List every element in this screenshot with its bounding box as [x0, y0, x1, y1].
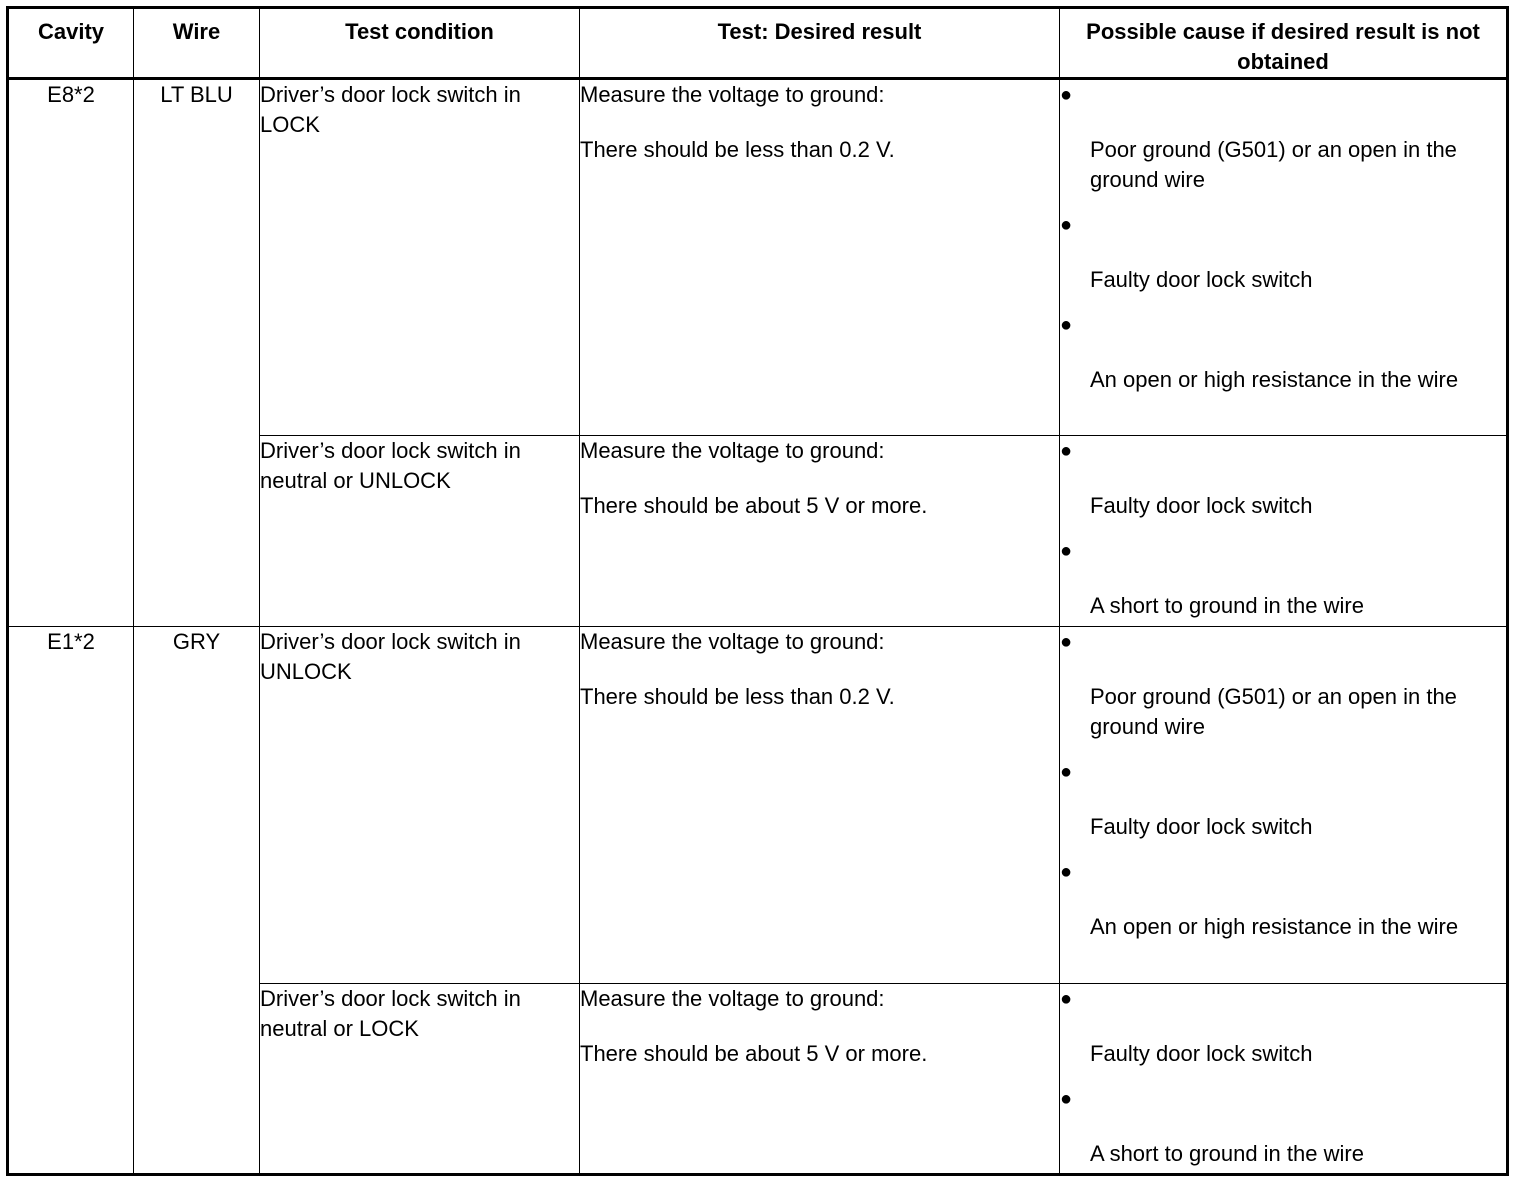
test-condition-cell: Driver’s door lock switch in UNLOCK — [260, 627, 580, 984]
cause-text: Poor ground (G501) or an open in the ground wire — [1090, 684, 1457, 739]
result-instruction: Measure the voltage to ground: — [580, 629, 885, 654]
bullet-icon: ● — [1060, 631, 1073, 653]
cause-item — [1060, 757, 1506, 842]
desired-result-cell — [580, 436, 1060, 627]
cause-item — [1060, 1084, 1506, 1169]
test-condition-cell: Driver’s door lock switch in LOCK — [260, 79, 580, 436]
bullet-icon: ● — [1060, 84, 1073, 106]
possible-cause-cell — [1060, 984, 1508, 1175]
possible-cause-cell — [1060, 627, 1508, 984]
cause-text: A short to ground in the wire — [1090, 593, 1364, 618]
cause-item — [1060, 536, 1506, 621]
header-cavity: Cavity — [8, 8, 134, 79]
desired-result-cell — [580, 627, 1060, 984]
result-expectation: There should be less than 0.2 V. — [580, 137, 895, 162]
result-instruction: Measure the voltage to ground: — [580, 986, 885, 1011]
cause-item — [1060, 80, 1506, 195]
possible-cause-cell — [1060, 79, 1508, 436]
test-condition-cell: Driver’s door lock switch in neutral or LOCK — [260, 984, 580, 1175]
table-row — [8, 627, 1508, 984]
wire-cell: LT BLU — [134, 79, 260, 627]
cause-text: Faulty door lock switch — [1090, 1041, 1313, 1066]
table-header-row — [8, 8, 1508, 79]
bullet-icon: ● — [1060, 214, 1073, 236]
bullet-icon: ● — [1060, 861, 1073, 883]
result-expectation: There should be less than 0.2 V. — [580, 684, 895, 709]
cavity-cell: E8*2 — [8, 79, 134, 627]
result-instruction: Measure the voltage to ground: — [580, 82, 885, 107]
cause-item — [1060, 984, 1506, 1069]
cause-text: Faulty door lock switch — [1090, 267, 1313, 292]
diagnostic-table — [6, 6, 1509, 1176]
cause-item — [1060, 627, 1506, 742]
cause-text: Poor ground (G501) or an open in the ground wire — [1090, 137, 1457, 192]
cause-item — [1060, 857, 1506, 942]
cause-item — [1060, 436, 1506, 521]
table-row — [8, 79, 1508, 436]
cause-item — [1060, 210, 1506, 295]
possible-cause-cell — [1060, 436, 1508, 627]
wire-cell: GRY — [134, 627, 260, 1175]
desired-result-cell — [580, 984, 1060, 1175]
result-instruction: Measure the voltage to ground: — [580, 438, 885, 463]
bullet-icon: ● — [1060, 988, 1073, 1010]
cause-text: An open or high resistance in the wire — [1090, 367, 1459, 392]
bullet-icon: ● — [1060, 314, 1073, 336]
cause-text: Faulty door lock switch — [1090, 814, 1313, 839]
result-expectation: There should be about 5 V or more. — [580, 493, 928, 518]
bullet-icon: ● — [1060, 440, 1073, 462]
cause-text: Faulty door lock switch — [1090, 493, 1313, 518]
cause-text: An open or high resistance in the wire — [1090, 914, 1459, 939]
cause-text: A short to ground in the wire — [1090, 1141, 1364, 1166]
test-condition-cell: Driver’s door lock switch in neutral or UNLOCK — [260, 436, 580, 627]
bullet-icon: ● — [1060, 1088, 1073, 1110]
cause-item — [1060, 310, 1506, 395]
header-test-condition: Test condition — [260, 8, 580, 79]
header-wire: Wire — [134, 8, 260, 79]
cavity-cell: E1*2 — [8, 627, 134, 1175]
result-expectation: There should be about 5 V or more. — [580, 1041, 928, 1066]
header-possible-cause: Possible cause if desired result is not obtained — [1060, 8, 1508, 79]
desired-result-cell — [580, 79, 1060, 436]
header-desired-result: Test: Desired result — [580, 8, 1060, 79]
bullet-icon: ● — [1060, 761, 1073, 783]
bullet-icon: ● — [1060, 540, 1073, 562]
